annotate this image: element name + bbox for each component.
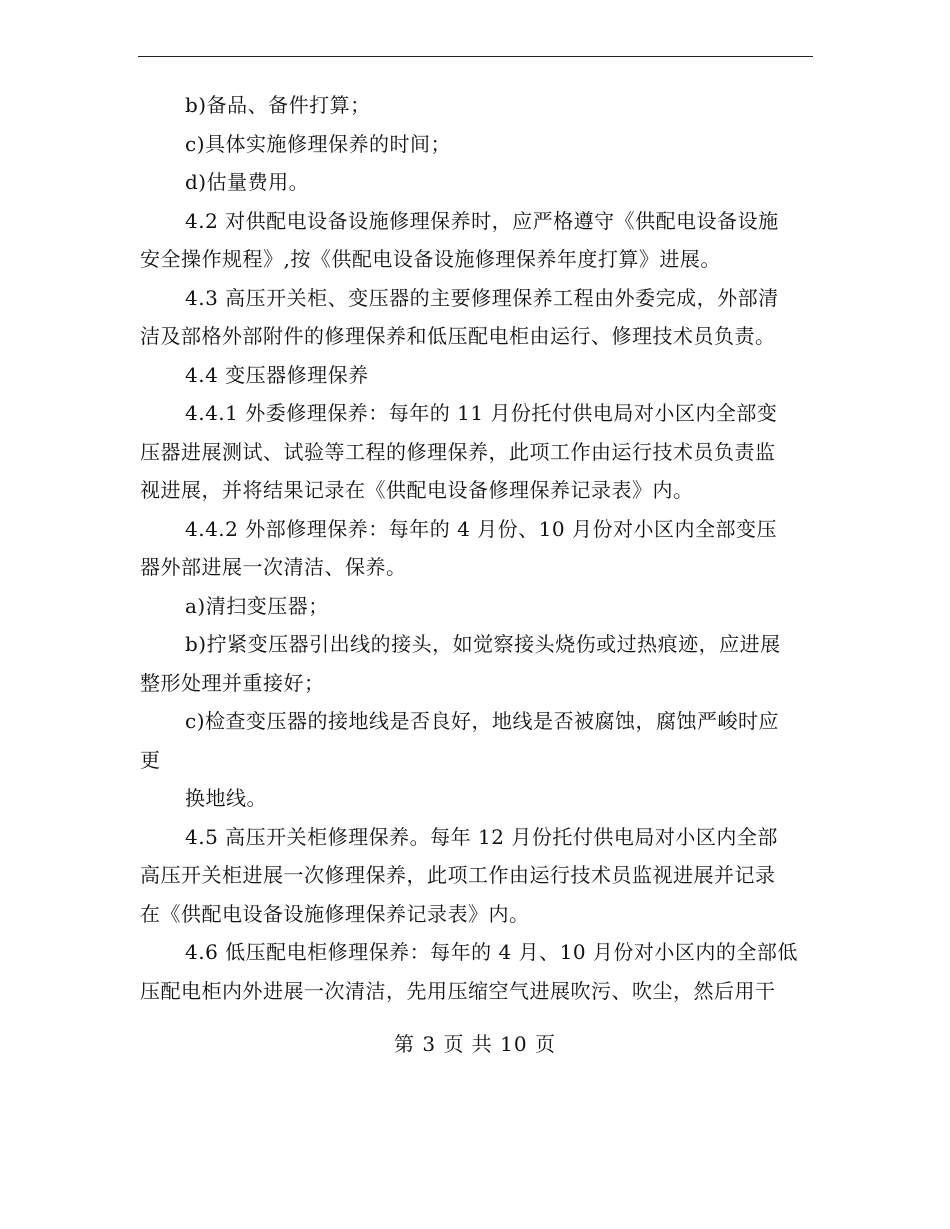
body-line: c)具体实施修理保养的时间； [185,131,452,156]
body-line: 安全操作规程》,按《供配电设备设施修理保养年度打算》进展。 [140,247,721,271]
body-line: 4.4.2 外部修理保养：每年的 4 月份、10 月份对小区内全部变压 [185,516,777,541]
body-line: c)检查变压器的接地线是否良好，地线是否被腐蚀，腐蚀严峻时应 [185,709,780,733]
body-line: b)备品、备件打算； [185,93,371,117]
body-line: 视进展，并将结果记录在《供配电设备修理保养记录表》内。 [140,478,694,502]
body-line: a)清扫变压器； [185,593,329,618]
header-rule [138,56,813,57]
body-line: 4.3 高压开关柜、变压器的主要修理保养工程由外委完成，外部清 [185,285,779,310]
body-line: 更 [140,747,161,772]
body-line: 4.4 变压器修理保养 [185,362,369,387]
body-line: 器外部进展一次清洁、保养。 [140,555,407,579]
page-number-footer: 第 3 页 共 10 页 [394,1032,556,1056]
body-line: 高压开关柜进展一次修理保养，此项工作由运行技术员监视进展并记录 [140,863,776,887]
body-line: d)估量费用。 [185,170,310,194]
document-body [140,86,820,1010]
body-line: 4.6 低压配电柜修理保养：每年的 4 月、10 月份对小区内的全部低 [185,940,798,964]
body-line: 4.5 高压开关柜修理保养。每年 12 月份托付供电局对小区内全部 [185,824,778,849]
body-line: 换地线。 [185,786,267,810]
body-line: 洁及部格外部附件的修理保养和低压配电柜由运行、修理技术员负责。 [140,324,776,348]
body-line: 在《供配电设备设施修理保养记录表》内。 [140,901,530,926]
body-line: 4.2 对供配电设备设施修理保养时，应严格遵守《供配电设备设施 [185,208,779,233]
body-line: 整形处理并重接好； [140,670,325,695]
body-line: 压配电柜内外进展一次清洁，先用压缩空气进展吹污、吹尘，然后用干 [140,978,776,1003]
body-line: 4.4.1 外委修理保养：每年的 11 月份托付供电局对小区内全部变 [185,401,778,425]
body-line: b)拧紧变压器引出线的接头，如觉察接头烧伤或过热痕迹，应进展 [185,632,781,656]
body-line: 压器进展测试、试验等工程的修理保养，此项工作由运行技术员负责监 [140,439,776,464]
